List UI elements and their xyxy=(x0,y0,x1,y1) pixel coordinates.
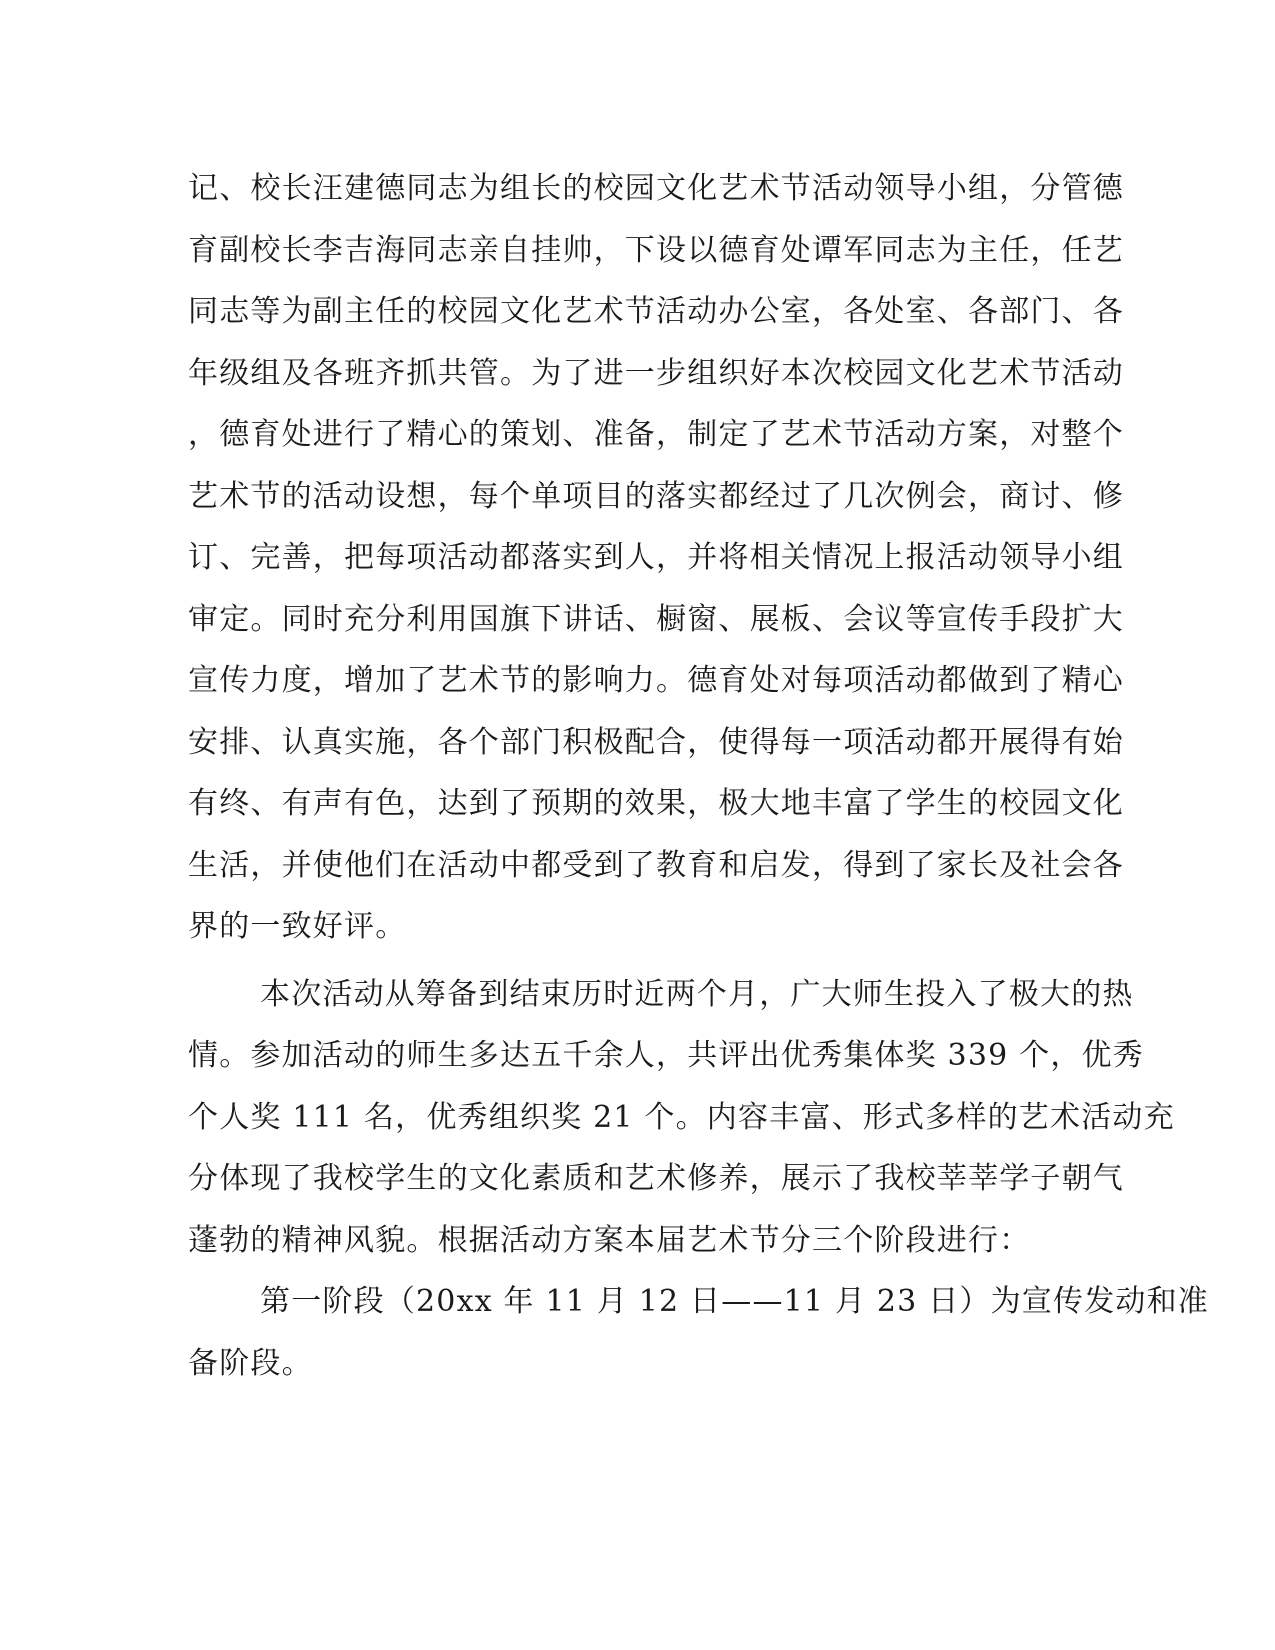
text-line: 同志等为副主任的校园文化艺术节活动办公室，各处室、各部门、各 xyxy=(188,294,1124,329)
text-line: 分体现了我校学生的文化素质和艺术修养，展示了我校莘莘学子朝气 xyxy=(188,1161,1124,1196)
text-line: 备阶段。 xyxy=(188,1345,313,1381)
text-line: 有终、有声有色，达到了预期的效果，极大地丰富了学生的校园文化 xyxy=(188,786,1124,821)
text-line: 本次活动从筹备到结束历时近两个月，广大师生投入了极大的热 xyxy=(260,976,1134,1012)
text-line: 个人奖 111 名，优秀组织奖 21 个。内容丰富、形式多样的艺术活动充 xyxy=(188,1099,1175,1135)
text-line: 生活，并使他们在活动中都受到了教育和启发，得到了家长及社会各 xyxy=(188,847,1124,883)
text-line: 艺术节的活动设想，每个单项目的落实都经过了几次例会，商讨、修 xyxy=(188,478,1124,514)
text-line: 蓬勃的精神风貌。根据活动方案本届艺术节分三个阶段进行： xyxy=(188,1222,1031,1258)
paragraph-1 xyxy=(188,158,1124,958)
text-line: 界的一致好评。 xyxy=(188,909,407,944)
text-line: 记、校长汪建德同志为组长的校园文化艺术节活动领导小组，分管德 xyxy=(188,171,1124,206)
text-line: 订、完善，把每项活动都落实到人，并将相关情况上报活动领导小组 xyxy=(188,540,1124,575)
text-line: ，德育处进行了精心的策划、准备，制定了艺术节活动方案，对整个 xyxy=(188,417,1124,452)
text-line: 育副校长李吉海同志亲自挂帅，下设以德育处谭军同志为主任，任艺 xyxy=(188,232,1124,268)
text-line: 年级组及各班齐抓共管。为了进一步组织好本次校园文化艺术节活动 xyxy=(188,355,1124,391)
text-line: 第一阶段（20xx 年 11 月 12 日——11 月 23 日）为宣传发动和准 xyxy=(260,1284,1209,1319)
text-line: 宣传力度，增加了艺术节的影响力。德育处对每项活动都做到了精心 xyxy=(188,663,1124,698)
text-line: 情。参加活动的师生多达五千余人，共评出优秀集体奖 339 个，优秀 xyxy=(188,1038,1144,1073)
paragraph-2 xyxy=(188,964,1175,1272)
paragraph-3 xyxy=(188,1271,1209,1394)
document-body xyxy=(188,158,1209,1394)
text-line: 审定。同时充分利用国旗下讲话、橱窗、展板、会议等宣传手段扩大 xyxy=(188,601,1124,637)
text-line: 安排、认真实施，各个部门积极配合，使得每一项活动都开展得有始 xyxy=(188,724,1124,760)
